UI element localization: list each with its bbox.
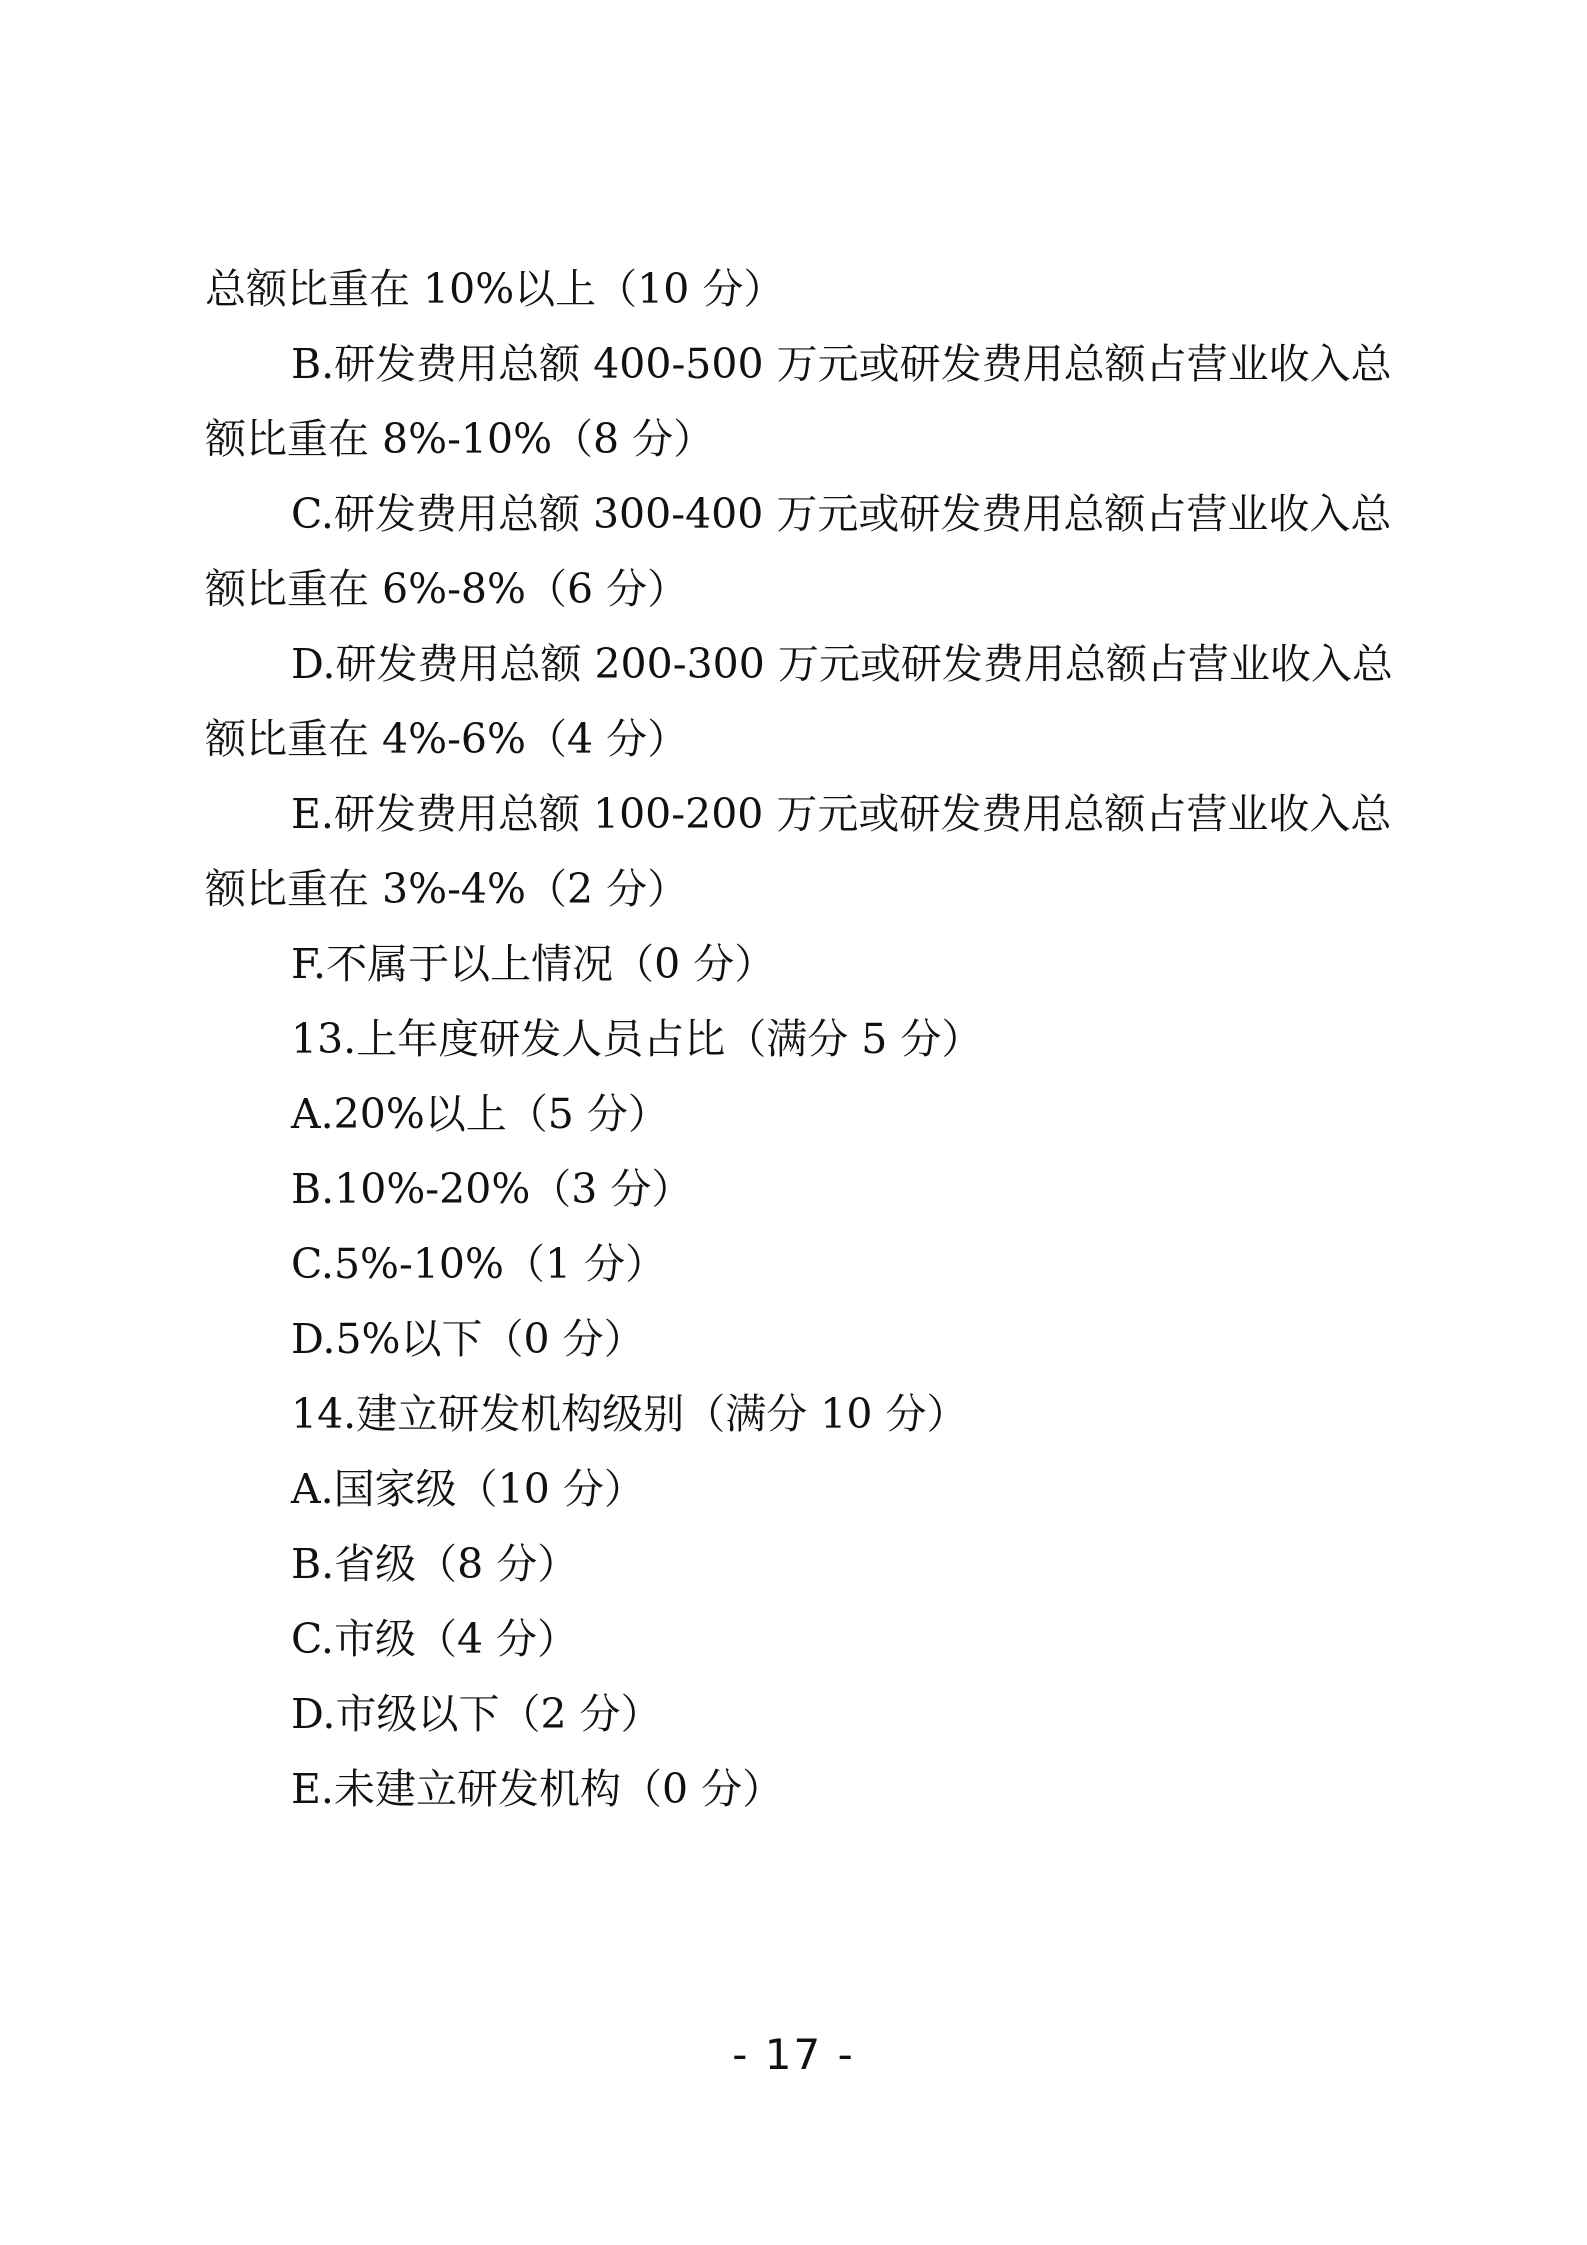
section-14-option-c: C.市级（4 分） <box>291 1615 579 1663</box>
section-14-option-e: E.未建立研发机构（0 分） <box>291 1765 784 1813</box>
section-13-option-d: D.5%以下（0 分） <box>291 1315 645 1363</box>
option-f-line: F.不属于以上情况（0 分） <box>291 940 776 988</box>
continuation-line: 额比重在 3%-4%（2 分） <box>205 865 689 913</box>
option-c-line: C.研发费用总额 300-400 万元或研发费用总额占营业收入总 <box>291 490 1392 538</box>
body-text <box>205 252 1395 1827</box>
option-d-line: D.研发费用总额 200-300 万元或研发费用总额占营业收入总 <box>291 640 1393 688</box>
page-number: - 17 - <box>732 2030 855 2079</box>
section-13-option-a: A.20%以上（5 分） <box>291 1090 669 1138</box>
option-e-line: E.研发费用总额 100-200 万元或研发费用总额占营业收入总 <box>291 790 1392 838</box>
section-14-heading: 14.建立研发机构级别（满分 10 分） <box>291 1390 968 1438</box>
option-b-line: B.研发费用总额 400-500 万元或研发费用总额占营业收入总 <box>291 340 1392 388</box>
section-14-option-a: A.国家级（10 分） <box>291 1465 645 1513</box>
continuation-line: 额比重在 6%-8%（6 分） <box>205 565 689 613</box>
continuation-line: 额比重在 4%-6%（4 分） <box>205 715 689 763</box>
section-13-heading: 13.上年度研发人员占比（满分 5 分） <box>291 1015 983 1063</box>
continuation-line: 总额比重在 10%以上（10 分） <box>205 265 785 313</box>
section-13-option-c: C.5%-10%（1 分） <box>291 1240 667 1288</box>
section-14-option-d: D.市级以下（2 分） <box>291 1690 662 1738</box>
section-13-option-b: B.10%-20%（3 分） <box>291 1165 693 1213</box>
continuation-line: 额比重在 8%-10%（8 分） <box>205 415 715 463</box>
section-14-option-b: B.省级（8 分） <box>291 1540 579 1588</box>
